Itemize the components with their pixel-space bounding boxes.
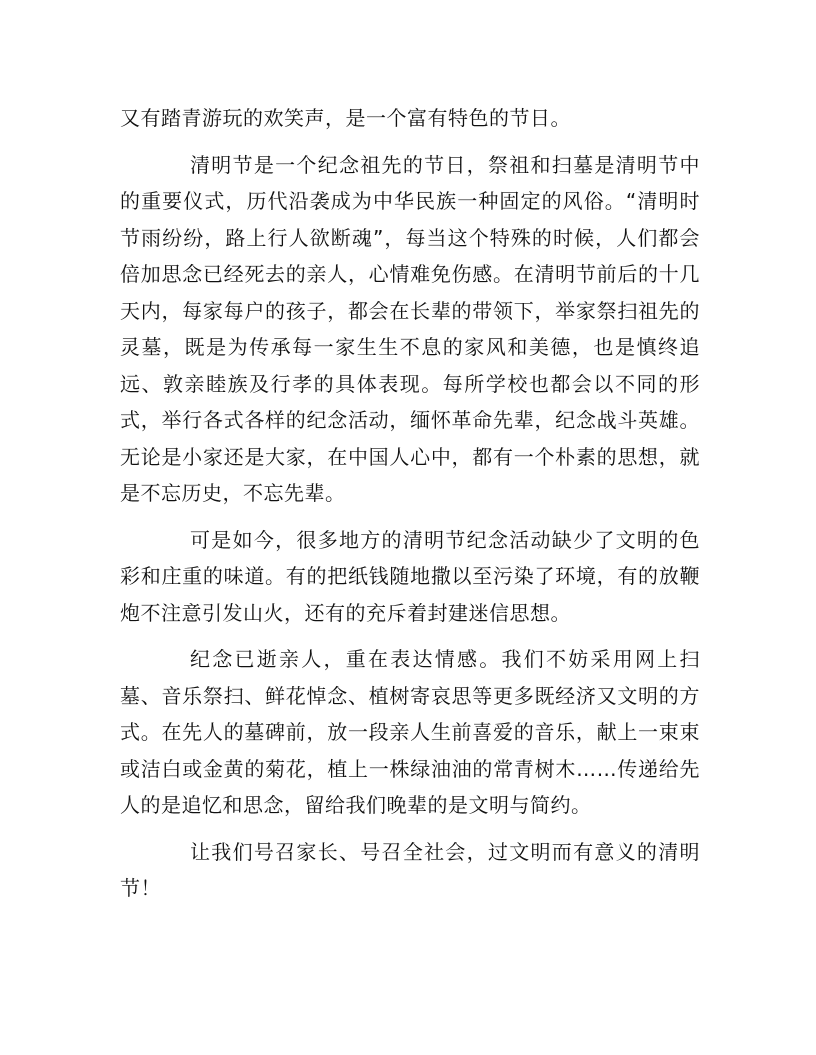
paragraph-ancestor-festival: 清明节是一个纪念祖先的节日，祭祖和扫墓是清明节中的重要仪式，历代沿袭成为中华民族一种固定的风俗。“清明时节雨纷纷，路上行人欲断魂”，每当这个特殊的时候，人们都会倍加思念已经死去的亲人，心情难免伤感。在清明节前后的十几天内，每家每户的孩子，都会在长辈的带领下，举家祭扫祖先的灵墓，既是为传承每一家生生不息的家风和美德，也是慎终追远、敦亲睦族及行孝的具体表现。每所学校也都会以不同的形式，举行各式各样的纪念活动，缅怀革命先辈，纪念战斗英雄。无论是小家还是大家，在中国人心中，都有一个朴素的思想，就是不忘历史，不忘先辈。: [120, 152, 700, 505]
paragraph-civilized-ways: 纪念已逝亲人，重在表达情感。我们不妨采用网上扫墓、音乐祭扫、鲜花悼念、植树寄哀思等更多既经济又文明的方式。在先人的墓碑前，放一段亲人生前喜爱的音乐，献上一束束或洁白或金黄的菊花，植上一株绿油油的常青树木……传递给先人的是追忆和思念，留给我们晚辈的是文明与简约。: [120, 647, 700, 817]
paragraph-current-problems: 可是如今，很多地方的清明节纪念活动缺少了文明的色彩和庄重的味道。有的把纸钱随地撒以至污染了环境，有的放鞭炮不注意引发山火，还有的充斥着封建迷信思想。: [120, 527, 700, 625]
paragraph-continuation: 又有踏青游玩的欢笑声，是一个富有特色的节日。: [120, 106, 571, 130]
paragraph-call-to-action: 让我们号召家长、号召全社会，过文明而有意义的清明节！: [120, 839, 700, 900]
body-text: [120, 100, 700, 917]
